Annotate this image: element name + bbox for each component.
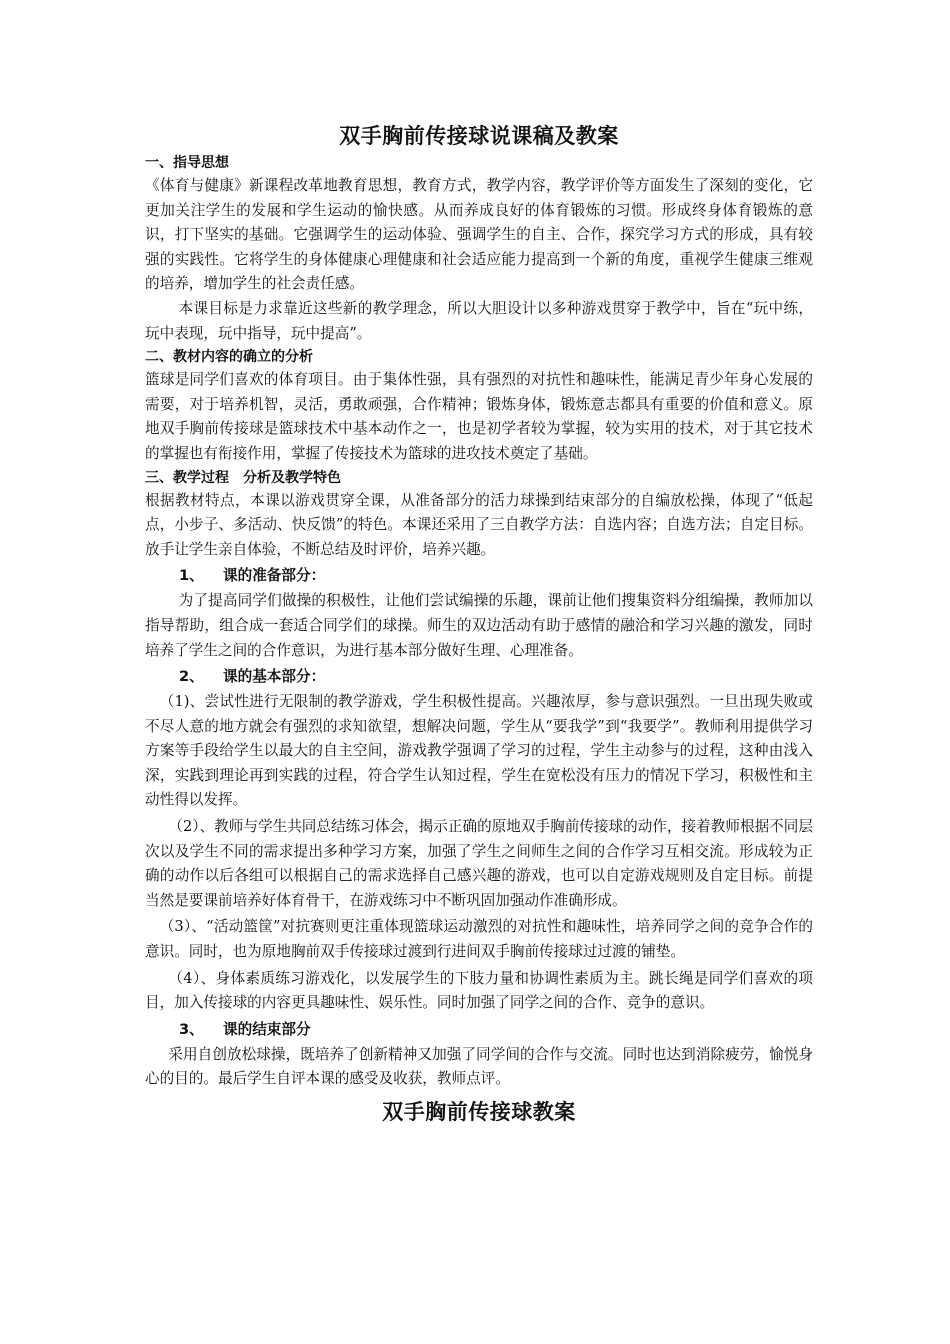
subsection-heading-ending-part: [145, 1016, 813, 1043]
paragraph: （2）、教师与学生共同总结练习体会，揭示正确的原地双手胸前传接球的动作，接着教师根据不同层次以及学生不同的需求提出多种学习方案，加强了学生之间师生之间的合作学习互相交流。形成较为正确的动作以后各组可以根据自己的需求选择自己感兴趣的游戏，也可以自定游戏规则及自定目标。前提当然是要课前培养好体育骨干，在游戏练习中不断巩固加强动作准确形成。: [145, 818, 813, 909]
document-title: 双手胸前传接球说课稿及教案: [339, 123, 619, 148]
paragraph: 篮球是同学们喜欢的体育项目。由于集体性强，具有强烈的对抗性和趣味性，能满足青少年身心发展的需要，对于培养机智，灵活，勇敢顽强，合作精神；锻炼身体，锻炼意志都具有重要的价值和意义。原地双手胸前传接球是篮球技术中基本动作之一，也是初学者较为掌握，较为实用的技术，对于其它技术的掌握也有衔接作用，掌握了传接技术为篮球的进攻技术奠定了基础。: [145, 371, 813, 462]
document-page: [145, 120, 813, 1128]
subsection-label: 课的基本部分：: [223, 668, 326, 686]
subsection-label: 课的准备部分：: [223, 567, 326, 585]
section-heading-material-analysis: 二、教材内容的确立的分析: [145, 349, 313, 366]
subsection-number: 3、: [179, 1020, 204, 1038]
subsection-heading-preparation: [145, 562, 813, 589]
paragraph: （3）、“活动篮筐”对抗赛则更注重体现篮球运动激烈的对抗性和趣味性，培养同学之间的竞争合作的意识。同时，也为原地胸前双手传接球过渡到行进间双手胸前传接球过过渡的铺垫。: [145, 918, 813, 961]
paragraph: 本课目标是力求靠近这些新的教学理念，所以大胆设计以多种游戏贯穿于教学中，旨在“玩中练，玩中表现，玩中指导，玩中提高”。: [145, 299, 813, 342]
section-heading-teaching-process: 三、教学过程 分析及教学特色: [145, 469, 341, 486]
subsection-heading-basic-part: [145, 663, 813, 690]
subsection-number: 2、: [179, 668, 204, 686]
section-heading-guiding-ideology: 一、指导思想: [145, 155, 229, 171]
subsection-label: 课的结束部分: [223, 1020, 311, 1038]
paragraph: 采用自创放松球操，既培养了创新精神又加强了同学间的合作与交流。同时也达到消除疲劳，愉悦身心的目的。最后学生自评本课的感受及收获，教师点评。: [145, 1045, 813, 1088]
paragraph: （4）、身体素质练习游戏化，以发展学生的下肢力量和协调性素质为主。跳长绳是同学们喜欢的项目，加入传接球的内容更具趣味性、娱乐性。同时加强了同学之间的合作、竞争的意识。: [145, 969, 813, 1012]
lesson-plan-title: 双手胸前传接球教案: [382, 1099, 576, 1124]
paragraph: 为了提高同学们做操的积极性，让他们尝试编操的乐趣，课前让他们搜集资料分组编操，教师加以指导帮助，组合成一套适合同学们的球操。师生的双边活动有助于感情的融洽和学习兴趣的激发，同时培养了学生之间的合作意识，为进行基本部分做好生理、心理准备。: [145, 592, 813, 659]
paragraph: 根据教材特点，本课以游戏贯穿全课，从准备部分的活力球操到结束部分的自编放松操，体现了“低起点，小步子、多活动、快反馈”的特色。本课还采用了三自教学方法：自选内容；自选方法；自定目标。放手让学生亲自体验，不断总结及时评价，培养兴趣。: [145, 491, 813, 558]
paragraph: （1)、尝试性进行无限制的教学游戏，学生积极性提高。兴趣浓厚，参与意识强烈。一旦出现失败或不尽人意的地方就会有强烈的求知欲望，想解决问题，学生从“要我学”到“我要学”。教师利用提供学习方案等手段给学生以最大的自主空间，游戏教学强调了学习的过程，学生主动参与的过程，这种由浅入深，实践到理论再到实践的过程，符合学生认知过程，学生在宽松没有压力的情况下学习，积极性和主动性得以发挥。: [145, 693, 813, 809]
paragraph: 《体育与健康》新课程改革地教育思想，教育方式，教学内容，教学评价等方面发生了深刻的变化，它更加关注学生的发展和学生运动的愉快感。从而养成良好的体育锻炼的习惯。形成终身体育锻炼的意识，打下坚实的基础。它强调学生的运动体验、强调学生的自主、合作，探究学习方式的形成，具有较强的实践性。它将学生的身体健康心理健康和社会适应能力提高到一个新的角度，重视学生健康三维观的培养，增加学生的社会责任感。: [145, 177, 813, 293]
subsection-number: 1、: [179, 567, 204, 585]
